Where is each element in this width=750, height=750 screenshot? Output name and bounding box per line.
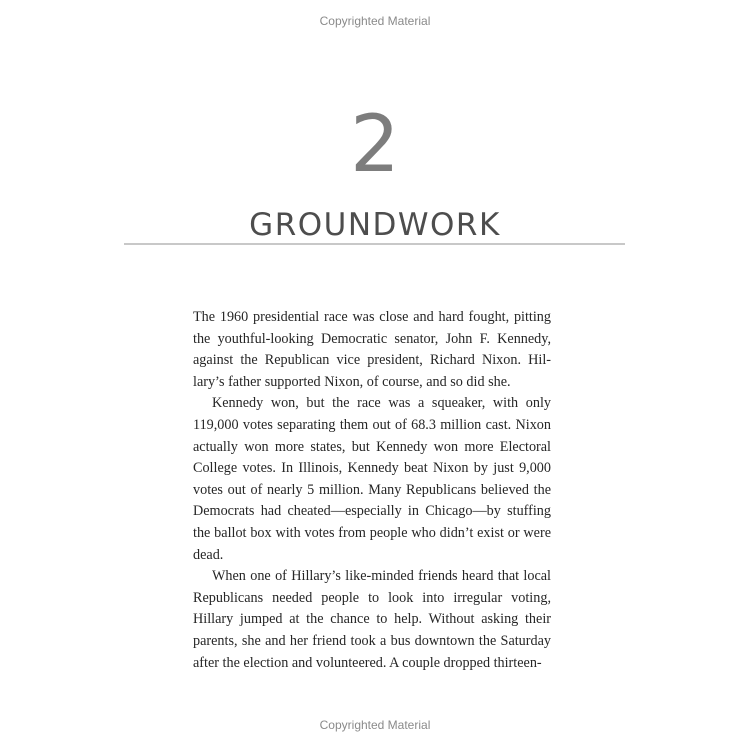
paragraph-3: When one of Hillary’s like-minded friends heard that local Republicans needed people to look into irregular voting, Hillary jumped at the chance to help. Without asking their parents, she and her friend took a bus downtown the Saturday after the election and volunteered. A couple dropped thirteen- <box>193 568 551 671</box>
copyright-watermark-top: Copyrighted Material <box>319 14 431 28</box>
chapter-title: GROUNDWORK <box>249 207 501 243</box>
paragraph-1: The 1960 presidential race was close and hard fought, pitting the youthful-looking Democratic senator, John F. Kennedy, against the Republican vice president, Richard Nixon. Hillary’s father supported Nixon, of course, and so did she. <box>193 309 551 390</box>
chapter-body <box>193 307 551 674</box>
copyright-watermark-bottom: Copyrighted Material <box>319 718 431 732</box>
title-divider <box>124 243 625 245</box>
chapter-number: 2 <box>350 100 400 190</box>
paragraph-2: Kennedy won, but the race was a squeaker, with only 119,000 votes separating them out of 68.3 million cast. Nixon actually won more states, but Kennedy won more Electoral College votes. In Illinois, Kennedy beat Nixon by just 9,000 votes out of nearly 5 million. Many Republicans believed the Democrats had cheated—especially in Chicago—by stuffing the ballot box with votes from people who didn’t exist or were dead. <box>193 395 551 563</box>
